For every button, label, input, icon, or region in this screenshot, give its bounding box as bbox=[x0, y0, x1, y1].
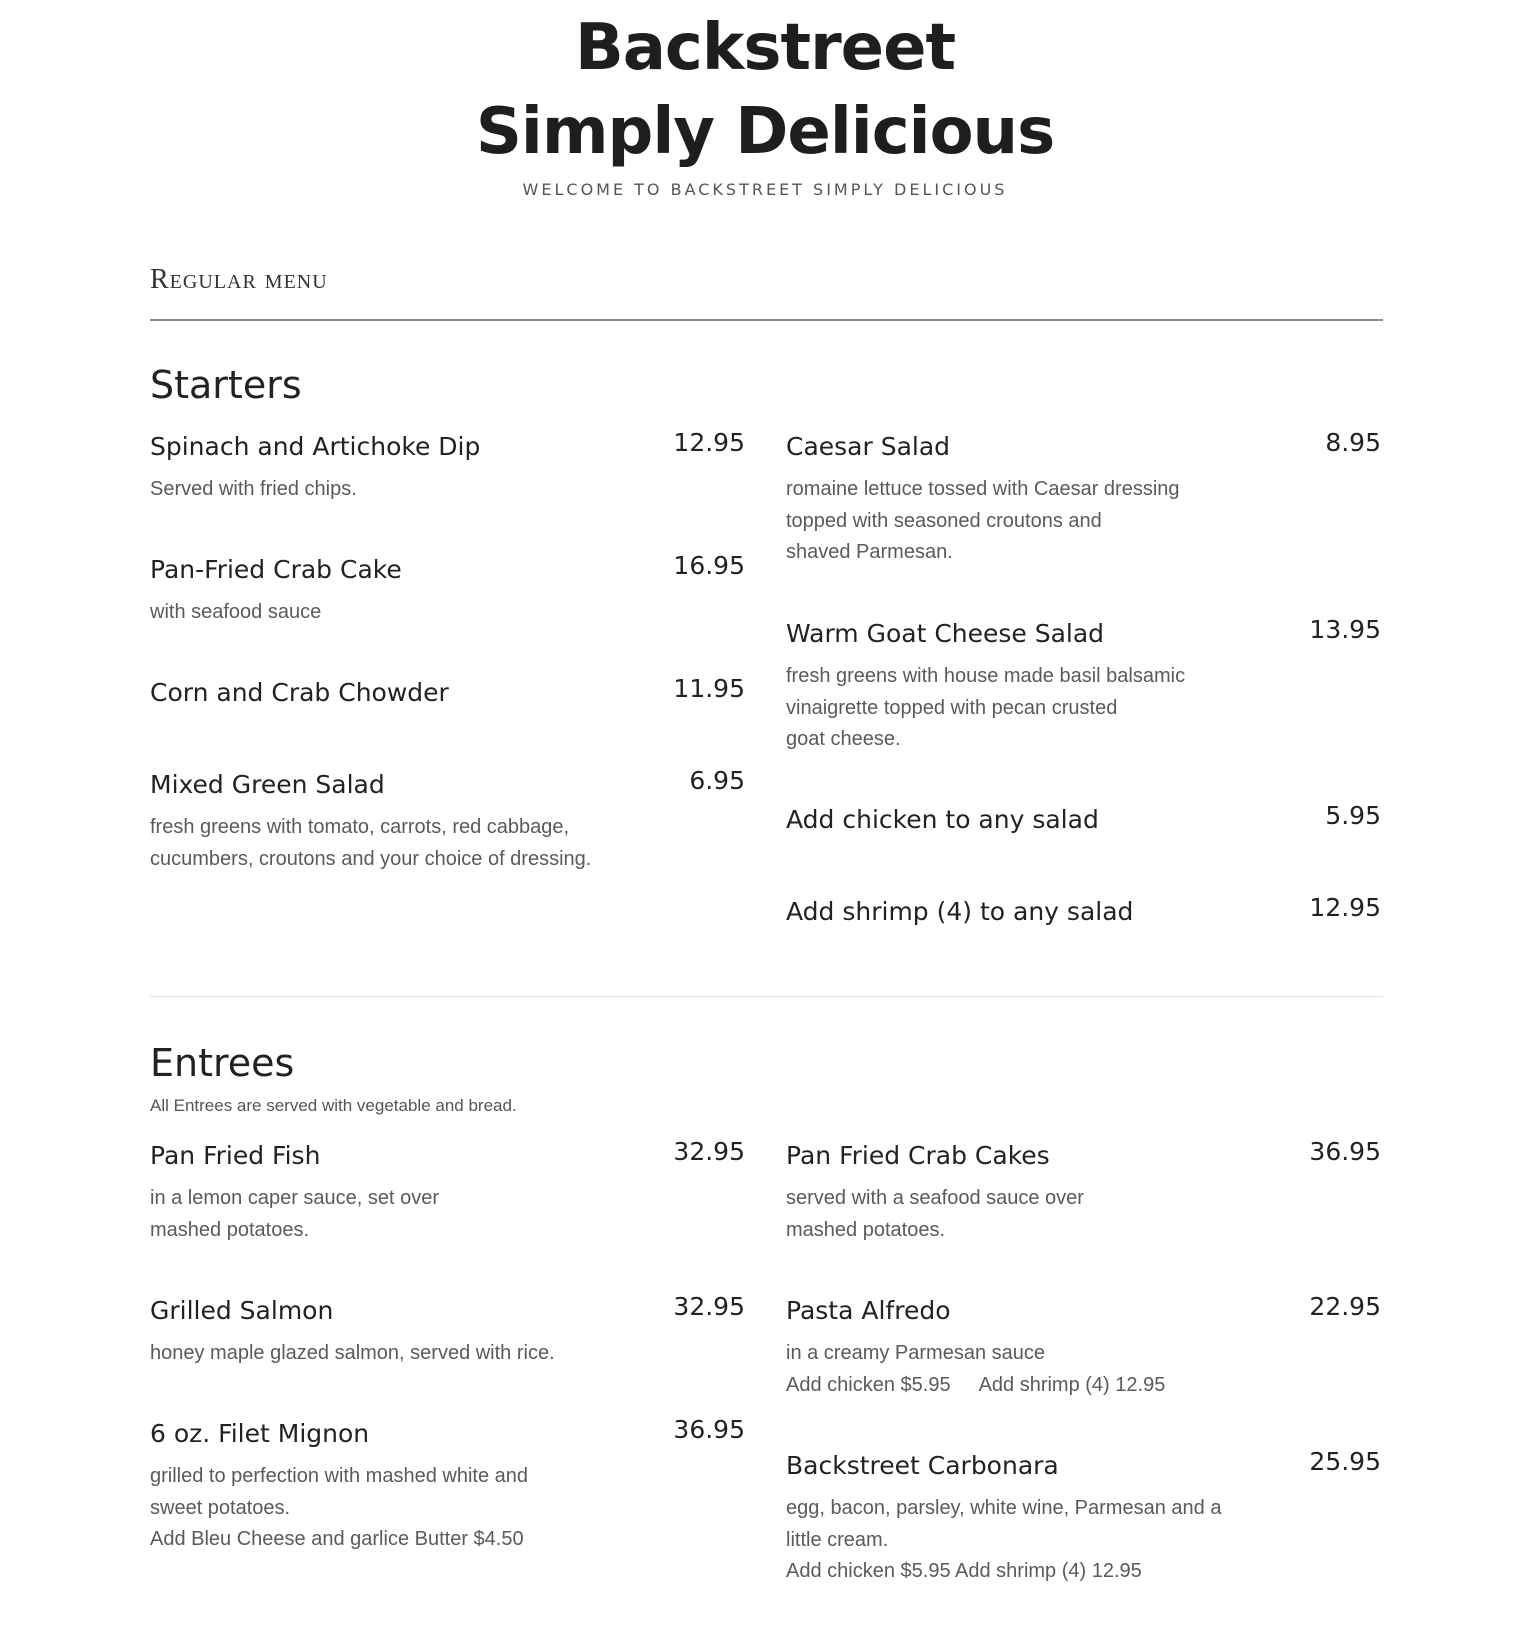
item-price: 36.95 bbox=[673, 1415, 745, 1444]
menu-item bbox=[786, 1447, 1381, 1588]
item-description: sweet potatoes. bbox=[150, 1496, 291, 1519]
item-description: mashed potatoes. bbox=[150, 1218, 309, 1241]
item-description: served with a seafood sauce over bbox=[786, 1187, 1084, 1209]
item-description: in a lemon caper sauce, set over bbox=[150, 1187, 440, 1209]
item-price: 22.95 bbox=[1309, 1292, 1381, 1321]
menu-title: Regular menu bbox=[150, 264, 328, 295]
item-price: 13.95 bbox=[1309, 615, 1381, 644]
menu-item bbox=[786, 893, 1381, 933]
item-description: in a creamy Parmesan sauce bbox=[786, 1342, 1046, 1364]
item-description: shaved Parmesan. bbox=[786, 541, 953, 563]
item-addon: Add chicken $5.95 bbox=[786, 1373, 951, 1396]
item-description: topped with seasoned croutons and bbox=[786, 509, 1102, 532]
item-name: Spinach and Artichoke Dip bbox=[150, 432, 481, 461]
menu-item bbox=[786, 1292, 1381, 1401]
item-price: 5.95 bbox=[1325, 801, 1381, 830]
item-name: Pasta Alfredo bbox=[786, 1296, 951, 1325]
section-note-entrees: All Entrees are served with vegetable and bread. bbox=[150, 1096, 517, 1115]
menu-item bbox=[150, 674, 745, 714]
item-description: vinaigrette topped with pecan crusted bbox=[786, 696, 1118, 719]
menu-item bbox=[786, 428, 1381, 569]
item-description: grilled to perfection with mashed white and bbox=[150, 1465, 528, 1487]
item-description: romaine lettuce tossed with Caesar dressing bbox=[786, 478, 1180, 500]
item-description: honey maple glazed salmon, served with rice. bbox=[150, 1342, 555, 1364]
site-tagline: WELCOME TO BACKSTREET SIMPLY DELICIOUS bbox=[522, 180, 1008, 199]
menu-item bbox=[786, 615, 1381, 756]
section-title-starters: Starters bbox=[150, 363, 302, 407]
item-name: Mixed Green Salad bbox=[150, 770, 385, 799]
item-addon: Add shrimp (4) 12.95 bbox=[978, 1373, 1166, 1396]
item-description: Add chicken $5.95 Add shrimp (4) 12.95 bbox=[786, 1560, 1142, 1582]
item-price: 16.95 bbox=[673, 551, 745, 580]
item-description: fresh greens with house made basil balsamic bbox=[786, 665, 1186, 687]
menu-item bbox=[150, 1292, 745, 1370]
section-divider bbox=[150, 996, 1383, 997]
item-price: 6.95 bbox=[689, 766, 745, 795]
item-price: 36.95 bbox=[1309, 1137, 1381, 1166]
item-price: 11.95 bbox=[673, 674, 745, 703]
item-name: Grilled Salmon bbox=[150, 1296, 334, 1325]
item-description: goat cheese. bbox=[786, 728, 901, 750]
item-name: Backstreet Carbonara bbox=[786, 1451, 1059, 1480]
item-description: egg, bacon, parsley, white wine, Parmesan and a bbox=[786, 1497, 1222, 1519]
menu-item bbox=[786, 801, 1381, 841]
item-name: Caesar Salad bbox=[786, 432, 951, 461]
section-title-entrees: Entrees bbox=[150, 1041, 295, 1085]
item-name: Add chicken to any salad bbox=[786, 805, 1099, 834]
item-price: 8.95 bbox=[1325, 428, 1381, 457]
item-price: 32.95 bbox=[673, 1292, 745, 1321]
menu-item bbox=[150, 551, 745, 629]
item-price: 25.95 bbox=[1309, 1447, 1381, 1476]
menu-item bbox=[150, 766, 745, 875]
site-title-line1[interactable]: Backstreet bbox=[574, 11, 956, 85]
menu-item bbox=[786, 1137, 1381, 1246]
menu-item bbox=[150, 1137, 745, 1246]
item-description: little cream. bbox=[786, 1528, 889, 1551]
item-description: fresh greens with tomato, carrots, red cabbage, bbox=[150, 816, 570, 838]
item-name: Pan-Fried Crab Cake bbox=[150, 555, 402, 584]
item-name: Warm Goat Cheese Salad bbox=[786, 619, 1105, 648]
item-price: 32.95 bbox=[673, 1137, 745, 1166]
item-price: 12.95 bbox=[1309, 893, 1381, 922]
item-name: Pan Fried Crab Cakes bbox=[786, 1141, 1050, 1170]
item-price: 12.95 bbox=[673, 428, 745, 457]
item-name: 6 oz. Filet Mignon bbox=[150, 1419, 370, 1448]
item-description: Add Bleu Cheese and garlice Butter $4.50 bbox=[150, 1528, 524, 1550]
item-name: Corn and Crab Chowder bbox=[150, 678, 449, 707]
item-name: Add shrimp (4) to any salad bbox=[786, 897, 1134, 926]
item-description: mashed potatoes. bbox=[786, 1218, 945, 1241]
item-name: Pan Fried Fish bbox=[150, 1141, 321, 1170]
menu-title-divider bbox=[150, 319, 1383, 321]
item-description: cucumbers, croutons and your choice of dressing. bbox=[150, 847, 592, 870]
item-description: Served with fried chips. bbox=[150, 478, 357, 500]
menu-item bbox=[150, 1415, 745, 1556]
menu-item bbox=[150, 428, 745, 506]
item-description: with seafood sauce bbox=[150, 601, 322, 623]
site-title-line2[interactable]: Simply Delicious bbox=[475, 95, 1055, 169]
